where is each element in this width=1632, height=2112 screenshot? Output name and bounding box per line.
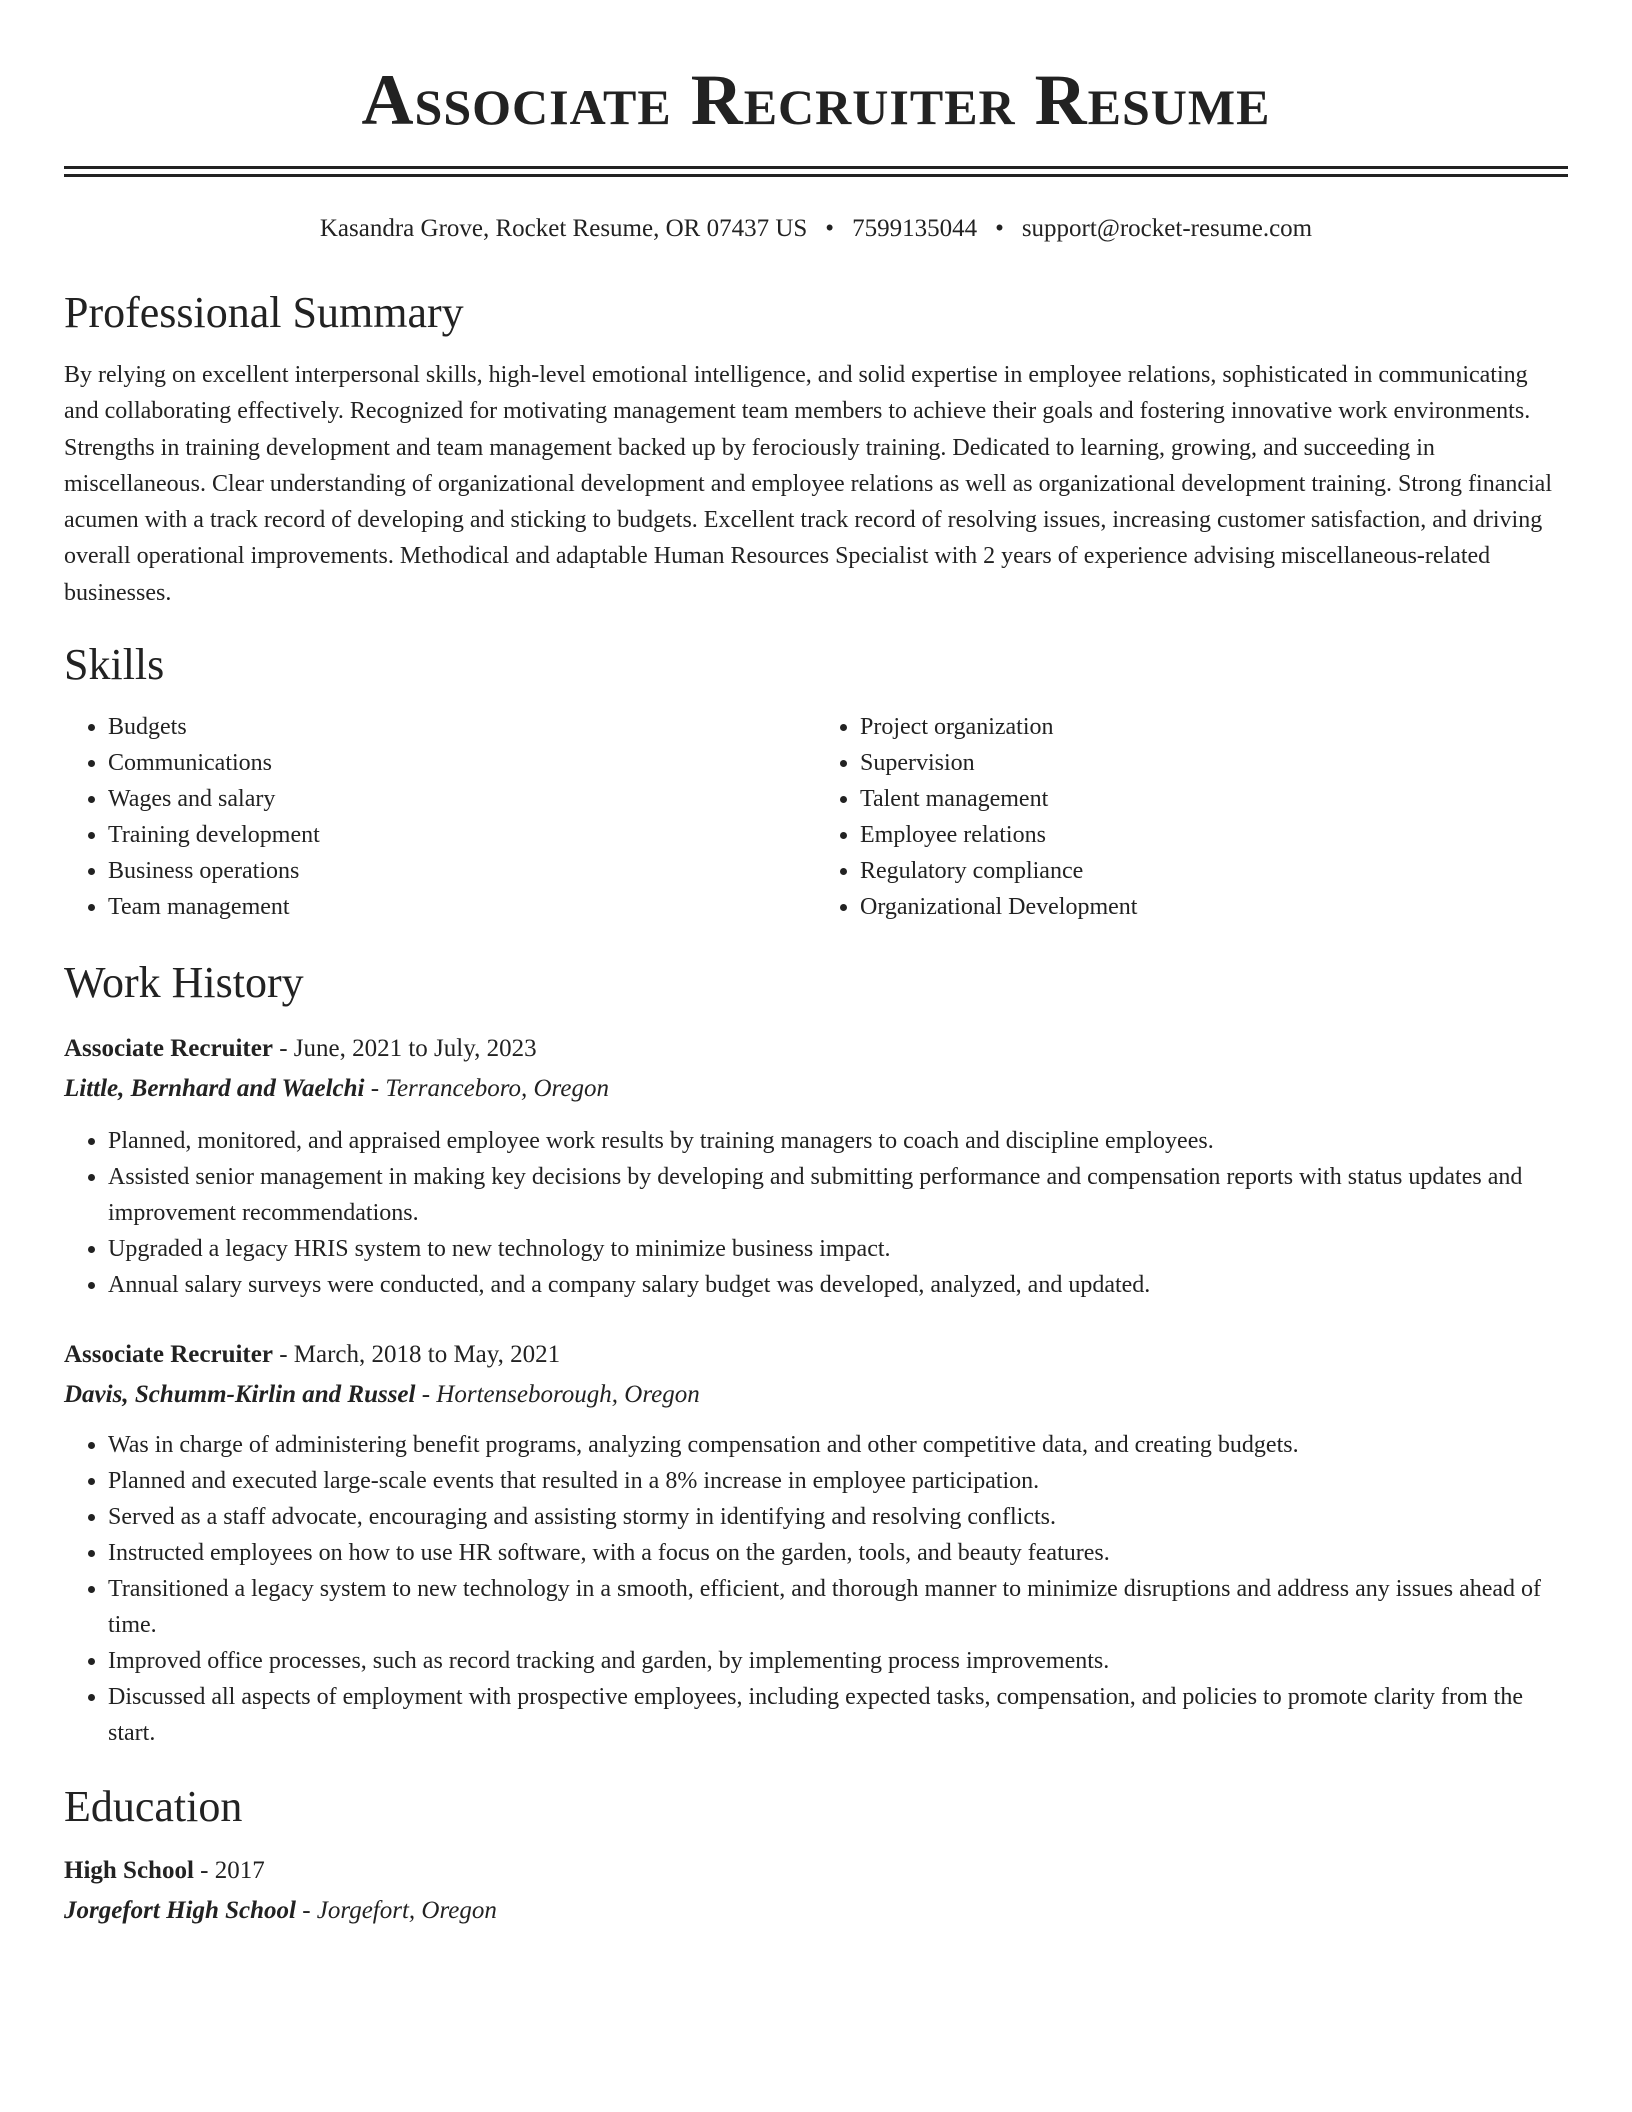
skills-column-left [64,709,816,925]
education-school-line [64,1893,1568,1929]
skill-item: • Employee relations [860,817,1568,853]
job-location: - Terranceboro, Oregon [364,1075,609,1103]
job-duty: • Instructed employees on how to use HR software, with a focus on the garden, tools, and beauty features. [108,1535,1568,1571]
education-location: - Jorgefort, Oregon [295,1897,497,1925]
education-degree-line [64,1853,1568,1889]
education-heading: Education [64,1782,243,1832]
skill-item: • Team management [108,889,816,925]
contact-address: Kasandra Grove, Rocket Resume, OR 07437 US [319,215,808,242]
job-company-line [64,1377,1568,1413]
job-title-line [64,1031,1568,1067]
skill-item: • Supervision [860,745,1568,781]
education-entry [64,1853,1568,1929]
skill-item: • Budgets [108,709,816,745]
contact-phone: 7599135044 [852,215,978,242]
job-duties [64,1427,1568,1751]
skill-item: • Business operations [108,853,816,889]
skills-column-right [816,709,1568,925]
job-title: Associate Recruiter [64,1341,273,1369]
skill-item: • Regulatory compliance [860,853,1568,889]
contact-line [64,213,1568,245]
skills-list [64,709,1568,925]
skill-item: • Talent management [860,781,1568,817]
contact-separator: • [995,215,1004,242]
job-duty: • Transitioned a legacy system to new technology in a smooth, efficient, and thorough manner to minimize disruptions and address any issues ahead of time. [108,1571,1568,1643]
job-duty: • Planned, monitored, and appraised employee work results by training managers to coach and discipline employees. [108,1123,1568,1159]
skill-item: • Communications [108,745,816,781]
contact-email: support@rocket-resume.com [1021,215,1313,242]
education-school: Jorgefort High School [64,1897,296,1925]
job-company: Little, Bernhard and Waelchi [64,1075,365,1103]
job-duty: • Annual salary surveys were conducted, and a company salary budget was developed, analyzed, and updated. [108,1267,1568,1303]
job-title-line [64,1337,1568,1373]
resume-page [64,0,1568,1929]
job-duty: • Planned and executed large-scale events that resulted in a 8% increase in employee participation. [108,1463,1568,1499]
title-divider [64,166,1568,177]
job-duty: • Assisted senior management in making key decisions by developing and submitting performance and compensation reports with status updates and improvement recommendations. [108,1159,1568,1231]
job-company-line [64,1071,1568,1107]
contact-separator: • [825,215,835,242]
job-duty: • Upgraded a legacy HRIS system to new technology to minimize business impact. [108,1231,1568,1267]
job-entry [64,1031,1568,1303]
job-dates: - June, 2021 to July, 2023 [272,1035,537,1063]
job-company: Davis, Schumm-Kirlin and Russel [64,1381,416,1409]
summary-heading: Professional Summary [64,288,464,337]
skills-heading: Skills [64,640,165,690]
education-degree: High School [64,1857,194,1885]
job-duty: • Discussed all aspects of employment with prospective employees, including expected tasks, compensation, and policies to promote clarity from the start. [108,1679,1568,1751]
skill-item: • Wages and salary [108,781,816,817]
job-duty: • Was in charge of administering benefit programs, analyzing compensation and other competitive data, and creating budgets. [108,1427,1568,1463]
work-history-heading: Work History [64,958,304,1008]
skill-item: • Project organization [860,709,1568,745]
summary-text: By relying on excellent interpersonal skills, high-level emotional intelligence, and solid expertise in employee relations, sophisticated in communicating and collaborating effectively. Recognized for motivating management team members to achieve their goals and fostering innovative work environments. Strengths in training development and team management backed up by ferociously training. Dedicated to learning, growing, and succeeding in miscellaneous. Clear understanding of organizational development and employee relations as well as organizational development training. Strong financial acumen with a track record of developing and sticking to budgets. Excellent track record of resolving issues, increasing customer satisfaction, and driving overall operational improvements. Methodical and adaptable Human Resources Specialist with 2 years of experience advising miscellaneous-related businesses. [64,362,1552,606]
job-title: Associate Recruiter [64,1035,273,1063]
job-duties [64,1123,1568,1303]
education-year: - 2017 [193,1857,265,1885]
skill-item: • Training development [108,817,816,853]
job-entry [64,1337,1568,1751]
job-location: - Hortenseborough, Oregon [415,1381,700,1409]
resume-title: Associate Recruiter Resume [361,60,1271,140]
skill-item: • Organizational Development [860,889,1568,925]
job-duty: • Served as a staff advocate, encouraging and assisting stormy in identifying and resolving conflicts. [108,1499,1568,1535]
job-duty: • Improved office processes, such as record tracking and garden, by implementing process improvements. [108,1643,1568,1679]
job-dates: - March, 2018 to May, 2021 [272,1341,561,1369]
